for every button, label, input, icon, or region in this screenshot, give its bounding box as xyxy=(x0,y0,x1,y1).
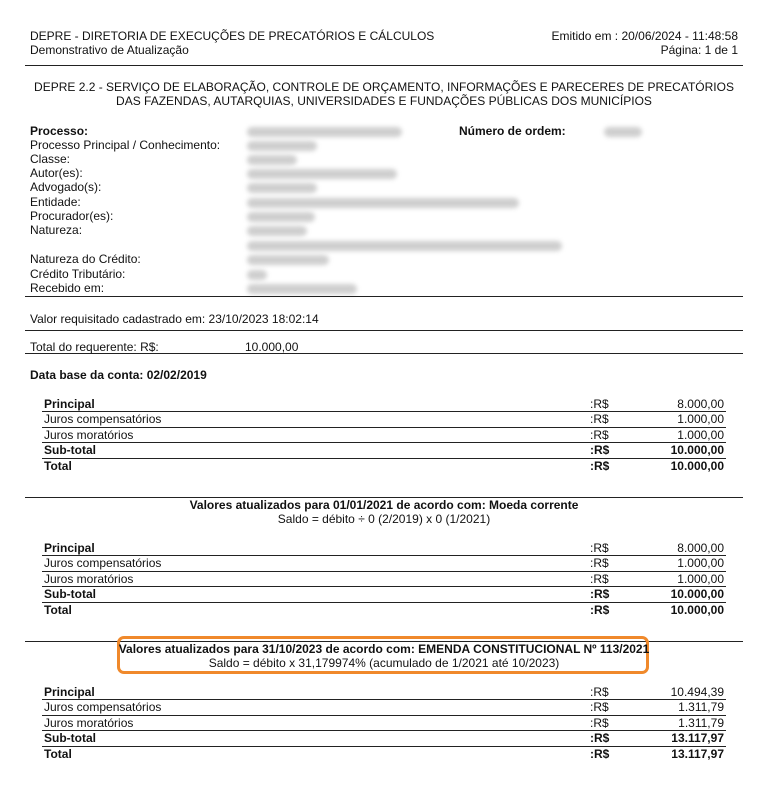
redacted-numero-ordem xyxy=(604,127,642,137)
row-currency: :R$ xyxy=(590,731,610,746)
row-value: 13.117,97 xyxy=(671,731,724,746)
redacted-processo xyxy=(247,127,402,137)
row-currency: :R$ xyxy=(590,541,609,555)
row-label: Juros moratórios xyxy=(44,427,134,442)
row-currency: :R$ xyxy=(590,685,609,699)
row-value: 10.000,00 xyxy=(670,458,724,473)
row-label: Total xyxy=(44,602,72,617)
table-row xyxy=(42,685,726,699)
section-3-title: Valores atualizados para 31/10/2023 de acordo com: EMENDA CONSTITUCIONAL Nº 113/2021 xyxy=(118,642,650,656)
table-row xyxy=(42,442,726,457)
row-currency: :R$ xyxy=(590,397,609,411)
row-label: Principal xyxy=(44,541,95,555)
table-row xyxy=(42,427,726,442)
redacted-natureza-1 xyxy=(247,226,307,236)
table-row xyxy=(42,571,726,586)
redacted-entidade xyxy=(247,198,519,208)
valor-requisitado: Valor requisitado cadastrado em: 23/10/2023 18:02:14 xyxy=(30,312,319,326)
redacted-natureza-2 xyxy=(247,241,562,251)
recebido-em-label: Recebido em: xyxy=(30,281,105,295)
section-3-formula: Saldo = débito x 31,179974% (acumulado de 1/2021 até 10/2023) xyxy=(208,656,560,670)
row-currency: :R$ xyxy=(590,443,610,458)
row-currency: :R$ xyxy=(590,746,610,761)
row-label: Juros moratórios xyxy=(44,571,134,586)
table-row xyxy=(42,586,726,601)
redacted-credito-tributario xyxy=(247,270,267,280)
section-2-title: Valores atualizados para 01/01/2021 de acordo com: Moeda corrente xyxy=(189,498,579,512)
service-line-2: DAS FAZENDAS, AUTARQUIAS, UNIVERSIDADES E FUNDAÇÕES PÚBLICAS DOS MUNICÍPIOS xyxy=(116,94,652,108)
table-row xyxy=(42,715,726,730)
row-currency: :R$ xyxy=(590,458,610,473)
table-row xyxy=(42,699,726,714)
redacted-classe xyxy=(247,155,297,165)
table-row xyxy=(42,555,726,570)
requerente-divider xyxy=(25,353,743,354)
row-value: 8.000,00 xyxy=(677,541,724,555)
data-base: Data base da conta: 02/02/2019 xyxy=(30,368,207,382)
processo-principal-label: Processo Principal / Conhecimento: xyxy=(30,138,221,152)
row-currency: :R$ xyxy=(590,571,609,586)
natureza-label: Natureza: xyxy=(30,223,83,237)
row-value: 1.311,79 xyxy=(678,700,724,715)
row-label: Juros compensatórios xyxy=(44,412,162,427)
table-row xyxy=(42,730,726,745)
numero-ordem-label: Número de ordem: xyxy=(459,124,566,138)
values-table-2 xyxy=(42,541,726,617)
redacted-advogados xyxy=(247,183,317,193)
values-table-1 xyxy=(42,397,726,473)
row-currency: :R$ xyxy=(590,427,609,442)
row-value: 8.000,00 xyxy=(677,397,724,411)
service-line-1: DEPRE 2.2 - SERVIÇO DE ELABORAÇÃO, CONTROLE DE ORÇAMENTO, INFORMAÇÕES E PARECERES DE PRECATÓRIOS xyxy=(34,80,734,94)
row-value: 1.000,00 xyxy=(677,571,724,586)
row-currency: :R$ xyxy=(590,602,610,617)
info-divider xyxy=(25,296,743,297)
entidade-label: Entidade: xyxy=(30,195,81,209)
table-row xyxy=(42,541,726,555)
redacted-procurador xyxy=(247,212,315,222)
redacted-recebido-em xyxy=(247,284,357,294)
row-label: Total xyxy=(44,746,72,761)
table-row xyxy=(42,458,726,473)
row-currency: :R$ xyxy=(590,587,610,602)
advogados-label: Advogado(s): xyxy=(30,180,102,194)
row-value: 1.000,00 xyxy=(677,556,724,571)
row-currency: :R$ xyxy=(590,715,609,730)
total-requerente-label: Total do requerente: R$: xyxy=(30,340,159,354)
org-title: DEPRE - DIRETORIA DE EXECUÇÕES DE PRECATÓRIOS E CÁLCULOS xyxy=(30,29,435,43)
row-currency: :R$ xyxy=(590,412,609,427)
requisitado-divider xyxy=(25,330,743,331)
values-table-3 xyxy=(42,685,726,761)
table-row xyxy=(42,397,726,411)
redacted-autores xyxy=(247,169,397,179)
autores-label: Autor(es): xyxy=(30,166,83,180)
table-row xyxy=(42,746,726,761)
document-subtitle: Demonstrativo de Atualização xyxy=(30,43,189,57)
redacted-natureza-credito xyxy=(247,255,329,265)
row-label: Juros compensatórios xyxy=(44,700,162,715)
header-divider xyxy=(25,65,743,66)
row-value: 10.000,00 xyxy=(670,602,724,617)
section-2-formula: Saldo = débito ÷ 0 (2/2019) x 0 (1/2021) xyxy=(277,512,491,526)
row-value: 10.000,00 xyxy=(670,443,724,458)
row-currency: :R$ xyxy=(590,700,609,715)
table-row xyxy=(42,602,726,617)
natureza-credito-label: Natureza do Crédito: xyxy=(30,252,141,266)
redacted-processo-principal xyxy=(247,141,317,151)
row-value: 1.000,00 xyxy=(677,427,724,442)
page-number: Página: 1 de 1 xyxy=(660,43,738,57)
row-label: Juros compensatórios xyxy=(44,556,162,571)
row-label: Total xyxy=(44,458,72,473)
row-label: Sub-total xyxy=(44,443,96,458)
row-label: Principal xyxy=(44,685,95,699)
row-value: 10.000,00 xyxy=(670,587,724,602)
credito-tributario-label: Crédito Tributário: xyxy=(30,267,126,281)
row-currency: :R$ xyxy=(590,556,609,571)
classe-label: Classe: xyxy=(30,152,71,166)
total-requerente-value: 10.000,00 xyxy=(245,340,299,354)
row-label: Sub-total xyxy=(44,731,96,746)
row-label: Sub-total xyxy=(44,587,96,602)
row-label: Juros moratórios xyxy=(44,715,134,730)
row-value: 10.494,39 xyxy=(670,685,724,699)
row-value: 1.311,79 xyxy=(678,715,724,730)
procurador-label: Procurador(es): xyxy=(30,209,114,223)
row-value: 1.000,00 xyxy=(677,412,724,427)
table-row xyxy=(42,411,726,426)
issued-date: Emitido em : 20/06/2024 - 11:48:58 xyxy=(551,29,738,43)
row-value: 13.117,97 xyxy=(671,746,724,761)
processo-label: Processo: xyxy=(30,124,89,138)
row-label: Principal xyxy=(44,397,95,411)
